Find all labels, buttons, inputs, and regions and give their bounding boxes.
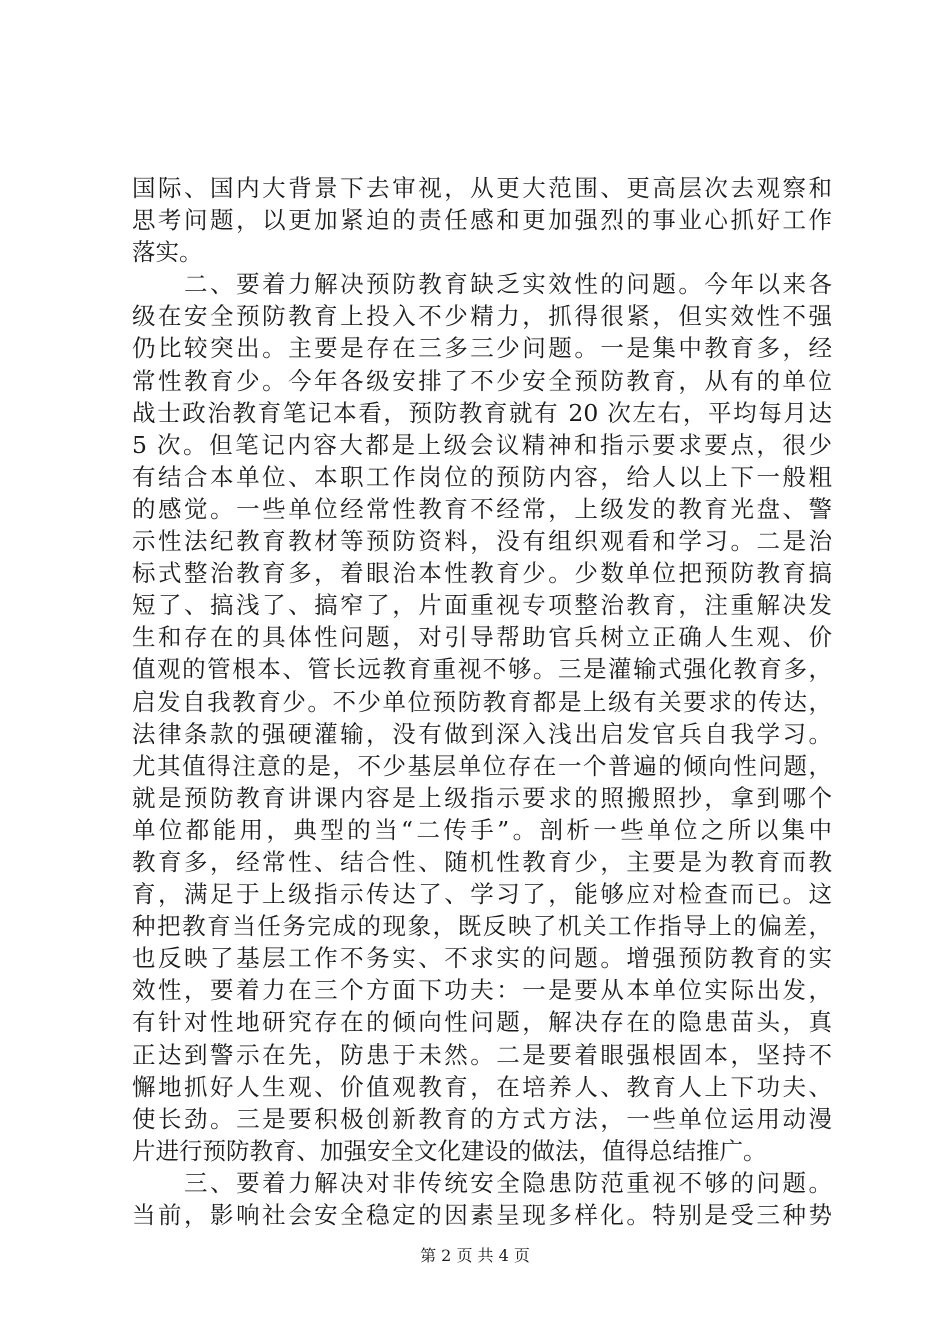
text-line: 值观的管根本、管长远教育重视不够。三是灌输式强化教育多， xyxy=(132,655,832,684)
text-line: 效性，要着力在三个方面下功夫：一是要从本单位实际出发， xyxy=(132,976,832,1005)
text-line: 三、要着力解决对非传统安全隐患防范重视不够的问题。 xyxy=(132,1168,832,1197)
text-line: 常性教育少。今年各级安排了不少安全预防教育，从有的单位 xyxy=(132,366,832,395)
text-line: 级在安全预防教育上投入不少精力，抓得很紧，但实效性不强 xyxy=(132,302,832,331)
text-line: 正达到警示在先，防患于未然。二是要着眼强根固本，坚持不 xyxy=(132,1040,832,1069)
text-line: 法律条款的强硬灌输，没有做到深入浅出启发官兵自我学习。 xyxy=(132,719,832,748)
text-line: 有结合本单位、本职工作岗位的预防内容，给人以上下一般粗 xyxy=(132,462,832,491)
text-line: 示性法纪教育教材等预防资料，没有组织观看和学习。二是治 xyxy=(132,527,832,556)
text-line: 仍比较突出。主要是存在三多三少问题。一是集中教育多，经 xyxy=(132,334,832,363)
text-line: 教育多，经常性、结合性、随机性教育少，主要是为教育而教 xyxy=(132,847,832,876)
text-line: 的感觉。一些单位经常性教育不经常，上级发的教育光盘、警 xyxy=(132,494,832,523)
text-line: 尤其值得注意的是，不少基层单位存在一个普遍的倾向性问题， xyxy=(132,751,832,780)
text-line: 思考问题，以更加紧迫的责任感和更加强烈的事业心抓好工作 xyxy=(132,206,832,235)
text-line: 国际、国内大背景下去审视，从更大范围、更高层次去观察和 xyxy=(132,174,832,202)
text-line: 就是预防教育讲课内容是上级指示要求的照搬照抄，拿到哪个 xyxy=(132,783,832,812)
text-line: 5 次。但笔记内容大都是上级会议精神和指示要求要点，很少 xyxy=(132,430,832,459)
text-line: 懈地抓好人生观、价值观教育，在培养人、教育人上下功夫、 xyxy=(132,1072,832,1101)
text-line: 育，满足于上级指示传达了、学习了，能够应对检查而已。这 xyxy=(132,880,832,909)
text-line: 战士政治教育笔记本看，预防教育就有 20 次左右，平均每月达 xyxy=(132,398,832,427)
body-text xyxy=(132,172,832,1231)
text-line: 也反映了基层工作不务实、不求实的问题。增强预防教育的实 xyxy=(132,944,832,973)
text-line: 使长劲。三是要积极创新教育的方式方法，一些单位运用动漫 xyxy=(132,1104,832,1133)
text-line: 当前，影响社会安全稳定的因素呈现多样化。特别是受三种势 xyxy=(132,1201,832,1229)
text-line: 启发自我教育少。不少单位预防教育都是上级有关要求的传达， xyxy=(132,687,832,716)
text-line: 种把教育当任务完成的现象，既反映了机关工作指导上的偏差， xyxy=(132,912,832,941)
text-line: 生和存在的具体性问题，对引导帮助官兵树立正确人生观、价 xyxy=(132,623,832,652)
text-line: 标式整治教育多，着眼治本性教育少。少数单位把预防教育搞 xyxy=(132,559,832,588)
text-line: 短了、搞浅了、搞窄了，片面重视专项整治教育，注重解决发 xyxy=(132,591,832,620)
text-line: 有针对性地研究存在的倾向性问题，解决存在的隐患苗头，真 xyxy=(132,1008,832,1037)
page-footer: 第 2 页 共 4 页 xyxy=(420,1246,530,1265)
text-line: 单位都能用，典型的当“二传手”。剖析一些单位之所以集中 xyxy=(132,815,832,844)
text-line: 二、要着力解决预防教育缺乏实效性的问题。今年以来各 xyxy=(132,270,832,299)
text-line: 片进行预防教育、加强安全文化建设的做法，值得总结推广。 xyxy=(132,1136,767,1165)
text-line: 落实。 xyxy=(132,238,203,267)
